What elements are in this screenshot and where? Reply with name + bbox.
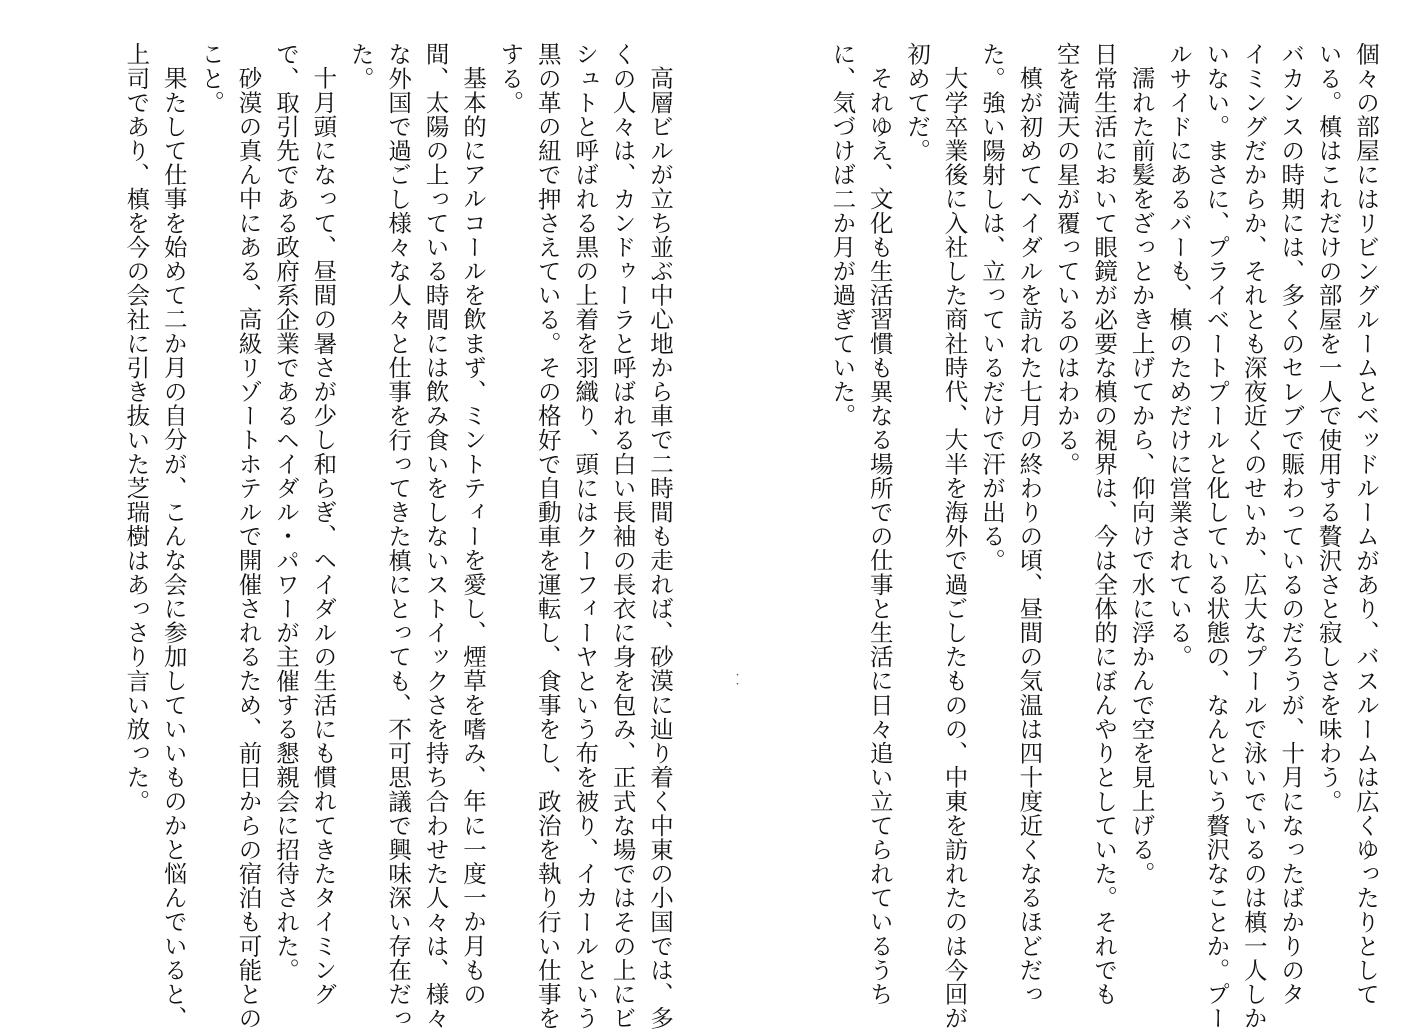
- text-line: いる。槙はこれだけの部屋を一人で使用する贅沢さと寂しさを味わう。: [1314, 42, 1343, 814]
- text-line: バカンスの時期には、多くのセレブで賑わっているのだろうが、十月になったばかりのタ: [1277, 42, 1306, 1006]
- text-line: に、気づけば二か月が過ぎていた。: [828, 42, 857, 428]
- gutter-mark: ・・: [731, 670, 741, 688]
- text-line: 高層ビルが立ち並ぶ中心地から車で二時間も走れば、砂漠に辿り着く中東の小国では、多: [646, 65, 674, 1030]
- text-line: た。: [346, 42, 375, 91]
- text-line: シュトと呼ばれる黒の上着を羽織り、頭にはクーフィーヤという布を被り、イカールという: [571, 42, 600, 1030]
- text-line: いない。まさに、プライベートプールと化している状態の、なんという贅沢なことか。プー: [1202, 42, 1231, 1030]
- text-line: 果たして仕事を始めて二か月の自分が、こんな会に参加していいものかと悩んでいると、: [159, 65, 188, 1030]
- text-line: た。強い陽射しは、立っているだけで汗が出る。: [977, 42, 1006, 573]
- right-page: [784, 42, 1384, 1030]
- text-line: 大学卒業後に入社した商社時代、大半を海外で過ごしたものの、中東を訪れたのは今回が: [940, 65, 969, 1030]
- text-line: くの人々は、カンドゥーラと呼ばれる白い長袖の長衣に身を包み、正式な場ではその上にビ: [608, 42, 637, 1030]
- text-line: 上司であり、槙を今の会社に引き抜いた芝瑞樹はあっさり言い放った。: [122, 42, 151, 814]
- text-line: 砂漠の真ん中にある、高級リゾートホテルで開催されるため、前日からの宿泊も可能との: [234, 65, 263, 1030]
- text-line: ルサイドにあるバーも、槙のためだけに営業されている。: [1164, 42, 1193, 669]
- text-line: イミングだからか、それとも深夜近くのせいか、広大なプールで泳いでいるのは槙一人しか: [1239, 42, 1268, 1030]
- text-line: 個々の部屋にはリビングルームとベッドルームがあり、バスルームは広くゆったりとして: [1352, 42, 1380, 1006]
- text-line: する。: [496, 42, 525, 115]
- text-line: こと。: [197, 42, 226, 115]
- text-line: それゆえ、文化も生活習慣も異なる場所での仕事と生活に日々追い立てられているうち: [865, 65, 894, 1006]
- left-page: [78, 42, 678, 1030]
- text-line: 十月頭になって、昼間の暑さが少し和らぎ、ヘイダルの生活にも慣れてきたタイミング: [309, 65, 338, 1006]
- text-line: 間、太陽の上っている時間には飲み食いをしないストイックさを持ち合わせた人々は、様々: [421, 42, 450, 1030]
- text-line: 空を満天の星が覆っているのはわかる。: [1052, 42, 1081, 476]
- text-line: 黒の革の紐で押さえている。その格好で自動車を運転し、食事をし、政治を執り行い仕事を: [533, 42, 562, 1030]
- text-line: 槙が初めてヘイダルを訪れた七月の終わりの頃、昼間の気温は四十度近くなるほどだっ: [1015, 65, 1044, 1006]
- text-line: 基本的にアルコールを飲まず、ミントティーを愛し、煙草を嗜み、年に一度一か月もの: [458, 65, 487, 1006]
- text-line: な外国で過ごし様々な人々と仕事を行ってきた槙にとっても、不可思議で興味深い存在だっ: [384, 42, 413, 1030]
- text-line: 濡れた前髪をざっとかき上げてから、仰向けで水に浮かんで空を見上げる。: [1127, 65, 1156, 885]
- text-line: で、取引先である政府系企業であるヘイダル・パワーが主催する懇親会に招待された。: [271, 42, 300, 982]
- text-line: 日常生活において眼鏡が必要な槙の視界は、今は全体的にぼんやりとしていた。それでも: [1090, 42, 1119, 1006]
- text-line: 初めてだ。: [903, 42, 932, 163]
